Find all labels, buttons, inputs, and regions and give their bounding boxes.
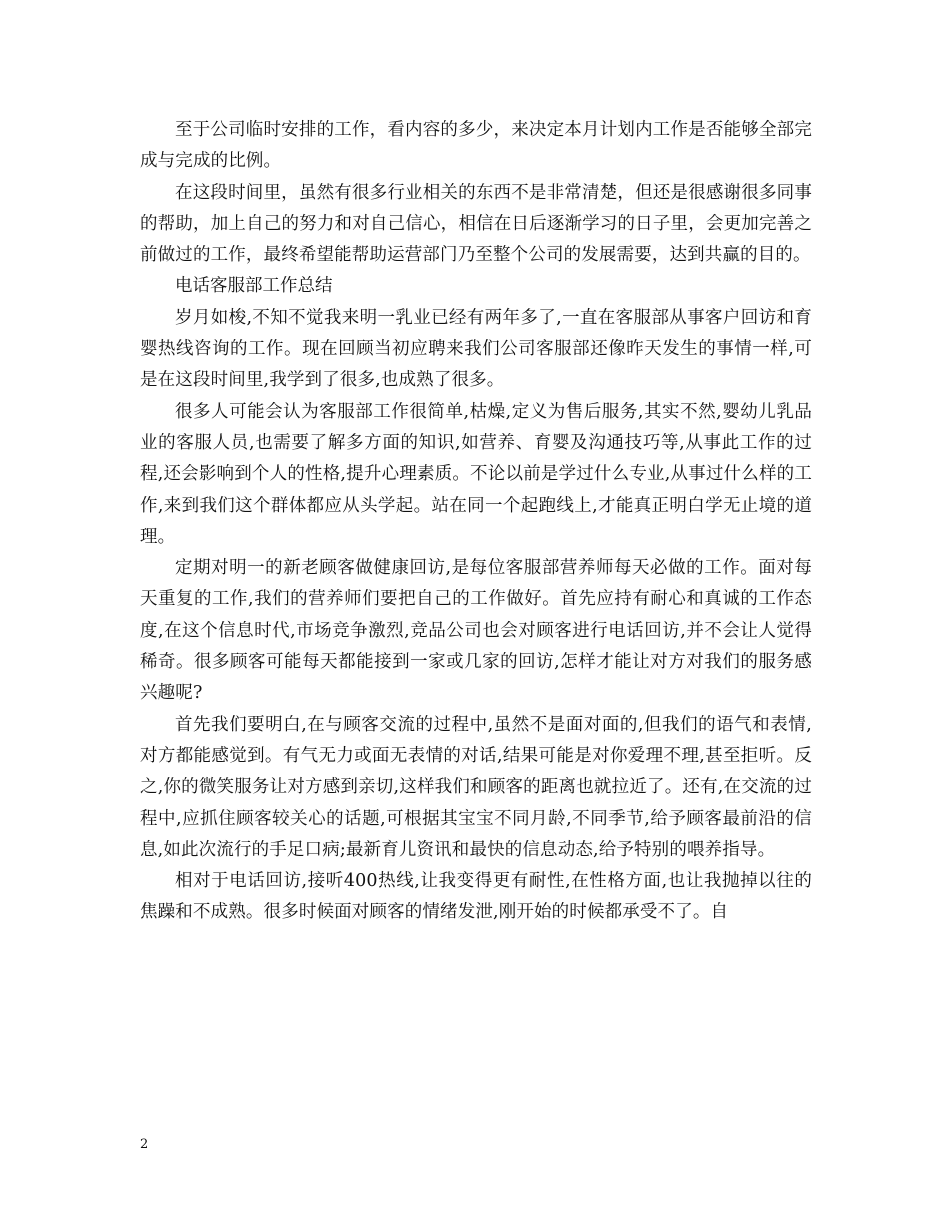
section-heading: 电话客服部工作总结 (175, 276, 333, 297)
paragraph-temporary-work: 至于公司临时安排的工作，看内容的多少，来决定本月计划内工作是否能够全部完成与完成的比例。 (140, 120, 812, 172)
paragraph-hotline: 相对于电话回访,接听400热线,让我变得更有耐性,在性格方面,也让我抛掉以往的焦躁和不成熟。很多时候面对顾客的情绪发泄,刚开始的时候都承受不了。自 (140, 871, 812, 923)
document-body (140, 115, 812, 929)
paragraph-intro: 岁月如梭,不知不觉我来明一乳业已经有两年多了,一直在客服部从事客户回访和育婴热线咨询的工作。现在回顾当初应聘来我们公司客服部还像昨天发生的事情一样,可是在这段时间里,我学到了很多,也成熟了很多。 (140, 307, 812, 391)
paragraph-gratitude: 在这段时间里，虽然有很多行业相关的东西不是非常清楚，但还是很感谢很多同事的帮助，加上自己的努力和对自己信心，相信在日后逐渐学习的日子里，会更加完善之前做过的工作，最终希望能帮助运营部门乃至整个公司的发展需要，达到共赢的目的。 (140, 182, 812, 266)
page-number: 2 (140, 1137, 149, 1152)
paragraph-customer-service-knowledge: 很多人可能会认为客服部工作很简单,枯燥,定义为售后服务,其实不然,婴幼儿乳品业的客服人员,也需要了解多方面的知识,如营养、育婴及沟通技巧等,从事此工作的过程,还会影响到个人的性格,提升心理素质。不论以前是学过什么专业,从事过什么样的工作,来到我们这个群体都应从头学起。站在同一个起跑线上,才能真正明白学无止境的道理。 (140, 401, 812, 547)
paragraph-health-followup: 定期对明一的新老顾客做健康回访,是每位客服部营养师每天必做的工作。面对每天重复的工作,我们的营养师们要把自己的工作做好。首先应持有耐心和真诚的工作态度,在这个信息时代,市场竞争激烈,竞品公司也会对顾客进行电话回访,并不会让人觉得稀奇。很多顾客可能每天都能接到一家或几家的回访,怎样才能让对方对我们的服务感兴趣呢? (140, 558, 812, 704)
paragraph-communication: 首先我们要明白,在与顾客交流的过程中,虽然不是面对面的,但我们的语气和表情,对方都能感觉到。有气无力或面无表情的对话,结果可能是对你爱理不理,甚至拒听。反之,你的微笑服务让对方感到亲切,这样我们和顾客的距离也就拉近了。还有,在交流的过程中,应抓住顾客较关心的话题,可根据其宝宝不同月龄,不同季节,给予顾客最前沿的信息,如此次流行的手足口病;最新育儿资讯和最快的信息动态,给予特别的喂养指导。 (140, 714, 812, 860)
